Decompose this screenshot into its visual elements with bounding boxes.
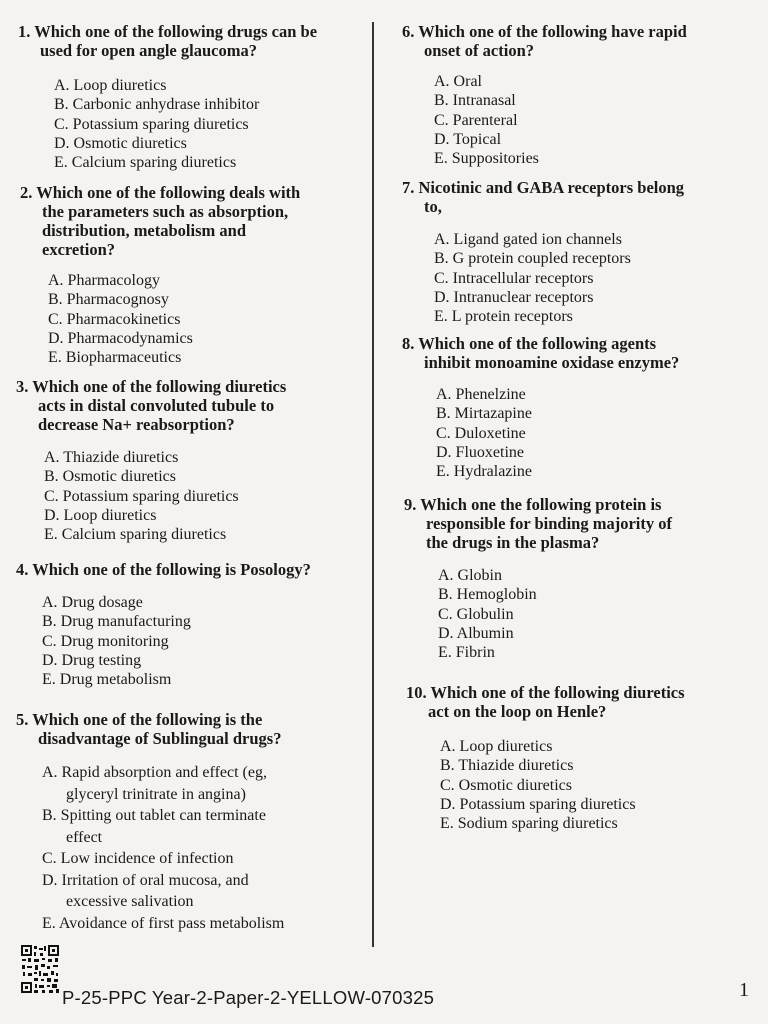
question-stem-line: 1. Which one of the following drugs can be — [18, 22, 318, 41]
answer-option-text: D. Potassium sparing diuretics — [440, 795, 636, 813]
answer-options — [378, 737, 768, 833]
answer-option-text: A. Globin — [438, 567, 502, 584]
answer-option — [42, 913, 370, 935]
answer-option-text: A. Thiazide diuretics — [44, 449, 179, 466]
answer-option-text: D. Intranuclear receptors — [434, 288, 594, 306]
answer-option — [434, 307, 768, 326]
qr-code-icon — [20, 944, 60, 994]
answer-option-text: E. Drug metabolism — [42, 671, 172, 689]
answer-option-text: E. Biopharmaceutics — [48, 349, 182, 367]
question-stem-line: distribution, metabolism and — [42, 221, 246, 240]
answer-option-text: C. Parenteral — [434, 111, 518, 129]
answer-option — [434, 230, 768, 249]
question-stem-line: excretion? — [42, 240, 116, 259]
question-stem-line: 8. Which one of the following agents — [402, 334, 657, 353]
paper-code: P-25-PPC Year-2-Paper-2-YELLOW-070325 — [62, 987, 435, 1008]
answer-option — [42, 593, 370, 612]
question-stem — [0, 22, 370, 60]
page-number: 1 — [739, 979, 749, 1001]
answer-options — [378, 385, 768, 481]
answer-option — [436, 404, 768, 423]
answer-option-text: D. Irritation of oral mucosa, and — [42, 871, 249, 889]
answer-option — [434, 130, 768, 149]
question-stem-line: the drugs in the plasma? — [426, 533, 600, 552]
question-6 — [378, 22, 768, 168]
answer-option — [42, 670, 370, 689]
question-stem — [0, 183, 370, 259]
answer-option — [48, 271, 370, 290]
question-stem-line: 10. Which one of the following diuretics — [406, 683, 685, 702]
answer-option-text: C. Duloxetine — [436, 424, 526, 442]
answer-option — [42, 632, 370, 651]
answer-option-text: E. Calcium sparing diuretics — [54, 154, 237, 172]
answer-options — [378, 230, 768, 326]
question-stem-line: 6. Which one of the following have rapid — [402, 22, 687, 41]
answer-option — [42, 612, 370, 631]
answer-option-text: D. Albumin — [438, 624, 514, 642]
answer-option-text: C. Globulin — [438, 605, 514, 623]
answer-option-text: D. Drug testing — [42, 651, 142, 669]
answer-option-text: D. Loop diuretics — [44, 506, 157, 524]
answer-options — [0, 271, 370, 367]
answer-option-text: B. Osmotic diuretics — [44, 468, 176, 486]
answer-option — [48, 290, 370, 309]
answer-option — [438, 585, 768, 604]
answer-option-text: B. Mirtazapine — [436, 405, 532, 423]
answer-option-text: A. Oral — [434, 73, 482, 90]
answer-option-text: C. Potassium sparing diuretics — [44, 487, 239, 505]
question-stem-line: the parameters such as absorption, — [42, 202, 289, 221]
answer-option — [42, 651, 370, 670]
answer-option-text: C. Potassium sparing diuretics — [54, 115, 249, 133]
question-5 — [0, 710, 370, 934]
answer-option-text: B. Hemoglobin — [438, 586, 537, 604]
answer-option-text: effect — [66, 828, 103, 846]
answer-option — [44, 487, 370, 506]
question-stem — [378, 683, 768, 721]
question-4 — [0, 560, 370, 689]
answer-options — [0, 448, 370, 544]
question-stem-line: 2. Which one of the following deals with — [20, 183, 301, 202]
answer-option — [440, 814, 768, 833]
answer-option — [434, 269, 768, 288]
answer-option — [48, 310, 370, 329]
answer-option — [54, 95, 370, 114]
answer-option-text: excessive salivation — [66, 893, 194, 910]
answer-option-text: C. Low incidence of infection — [42, 850, 234, 867]
question-stem-line: 9. Which one the following protein is — [404, 495, 662, 514]
question-9 — [378, 495, 768, 662]
answer-option — [54, 76, 370, 95]
answer-option-text: A. Phenelzine — [436, 386, 526, 403]
answer-option — [48, 348, 370, 367]
answer-option — [42, 848, 370, 870]
answer-option-text: B. Thiazide diuretics — [440, 757, 574, 775]
answer-option-text: B. Drug manufacturing — [42, 613, 191, 631]
answer-option — [44, 448, 370, 467]
question-stem — [378, 495, 768, 552]
question-stem-line: 3. Which one of the following diuretics — [16, 377, 287, 396]
column-divider — [372, 22, 374, 947]
answer-option — [438, 566, 768, 585]
answer-option — [434, 149, 768, 168]
answer-option-text: C. Osmotic diuretics — [440, 776, 572, 794]
answer-option — [440, 756, 768, 775]
question-stem-line: acts in distal convoluted tubule to — [38, 396, 275, 415]
question-stem-line: used for open angle glaucoma? — [40, 41, 257, 60]
question-stem-line: responsible for binding majority of — [426, 514, 672, 533]
answer-option-text: D. Pharmacodynamics — [48, 329, 193, 347]
answer-option-text: C. Intracellular receptors — [434, 269, 594, 287]
question-stem — [378, 22, 768, 60]
answer-option-text: A. Pharmacology — [48, 272, 160, 289]
answer-option-text: A. Drug dosage — [42, 594, 143, 611]
question-stem-line: to, — [424, 197, 442, 216]
question-10 — [378, 683, 768, 833]
answer-option-text: glyceryl trinitrate in angina) — [66, 785, 246, 803]
answer-option-text: E. L protein receptors — [434, 308, 573, 326]
answer-options — [378, 72, 768, 168]
question-stem-line: disadvantage of Sublingual drugs? — [38, 729, 282, 748]
question-stem — [0, 710, 370, 748]
answer-option-text: B. G protein coupled receptors — [434, 250, 631, 268]
answer-option — [436, 385, 768, 404]
answer-option — [54, 153, 370, 172]
answer-option — [438, 605, 768, 624]
question-stem-line: onset of action? — [424, 41, 534, 60]
answer-option — [42, 762, 370, 805]
question-stem — [378, 178, 768, 216]
answer-option-text: B. Carbonic anhydrase inhibitor — [54, 96, 260, 114]
question-stem-line: 4. Which one of the following is Posology? — [16, 560, 311, 579]
answer-option — [434, 249, 768, 268]
question-stem-line: 5. Which one of the following is the — [16, 710, 263, 729]
answer-option — [434, 91, 768, 110]
answer-option-text: D. Osmotic diuretics — [54, 134, 187, 152]
answer-option-text: B. Pharmacognosy — [48, 291, 169, 309]
answer-option-text: E. Calcium sparing diuretics — [44, 526, 227, 544]
answer-option — [48, 329, 370, 348]
answer-option — [438, 643, 768, 662]
answer-options — [0, 762, 370, 934]
answer-option — [436, 462, 768, 481]
answer-option — [54, 134, 370, 153]
answer-option — [44, 506, 370, 525]
answer-option-text: A. Ligand gated ion channels — [434, 231, 622, 248]
answer-option — [434, 111, 768, 130]
answer-option-text: E. Suppositories — [434, 150, 539, 168]
answer-option — [44, 467, 370, 486]
answer-option-text: B. Spitting out tablet can terminate — [42, 807, 266, 824]
answer-option — [438, 624, 768, 643]
question-stem — [0, 560, 370, 579]
question-stem-line: act on the loop on Henle? — [428, 702, 607, 721]
answer-option-text: E. Avoidance of first pass metabolism — [42, 914, 285, 932]
question-3 — [0, 377, 370, 544]
answer-option-text: C. Pharmacokinetics — [48, 310, 181, 328]
answer-option-text: A. Rapid absorption and effect (eg, — [42, 764, 267, 781]
answer-option-text: E. Hydralazine — [436, 463, 532, 481]
question-stem-line: decrease Na+ reabsorption? — [38, 415, 235, 434]
question-stem — [378, 334, 768, 372]
answer-option-text: A. Loop diuretics — [54, 77, 167, 94]
answer-option-text: D. Fluoxetine — [436, 443, 524, 461]
answer-options — [378, 566, 768, 662]
question-stem-line: 7. Nicotinic and GABA receptors belong — [402, 178, 685, 197]
answer-option — [436, 443, 768, 462]
answer-option — [436, 424, 768, 443]
answer-option — [440, 795, 768, 814]
question-stem-line: inhibit monoamine oxidase enzyme? — [424, 353, 680, 372]
answer-option-text: B. Intranasal — [434, 92, 516, 110]
answer-option-text: A. Loop diuretics — [440, 738, 553, 755]
question-stem — [0, 377, 370, 434]
answer-option-text: E. Fibrin — [438, 644, 495, 662]
question-7 — [378, 178, 768, 326]
answer-option — [42, 805, 370, 848]
question-2 — [0, 183, 370, 367]
answer-options — [0, 593, 370, 689]
answer-option-text: E. Sodium sparing diuretics — [440, 815, 618, 833]
answer-option — [440, 776, 768, 795]
answer-option — [54, 115, 370, 134]
answer-option — [434, 72, 768, 91]
answer-option — [44, 525, 370, 544]
answer-options — [0, 76, 370, 172]
answer-option — [434, 288, 768, 307]
answer-option — [42, 870, 370, 913]
answer-option-text: C. Drug monitoring — [42, 632, 169, 650]
answer-option-text: D. Topical — [434, 130, 502, 148]
question-1 — [0, 22, 370, 172]
question-8 — [378, 334, 768, 481]
answer-option — [440, 737, 768, 756]
